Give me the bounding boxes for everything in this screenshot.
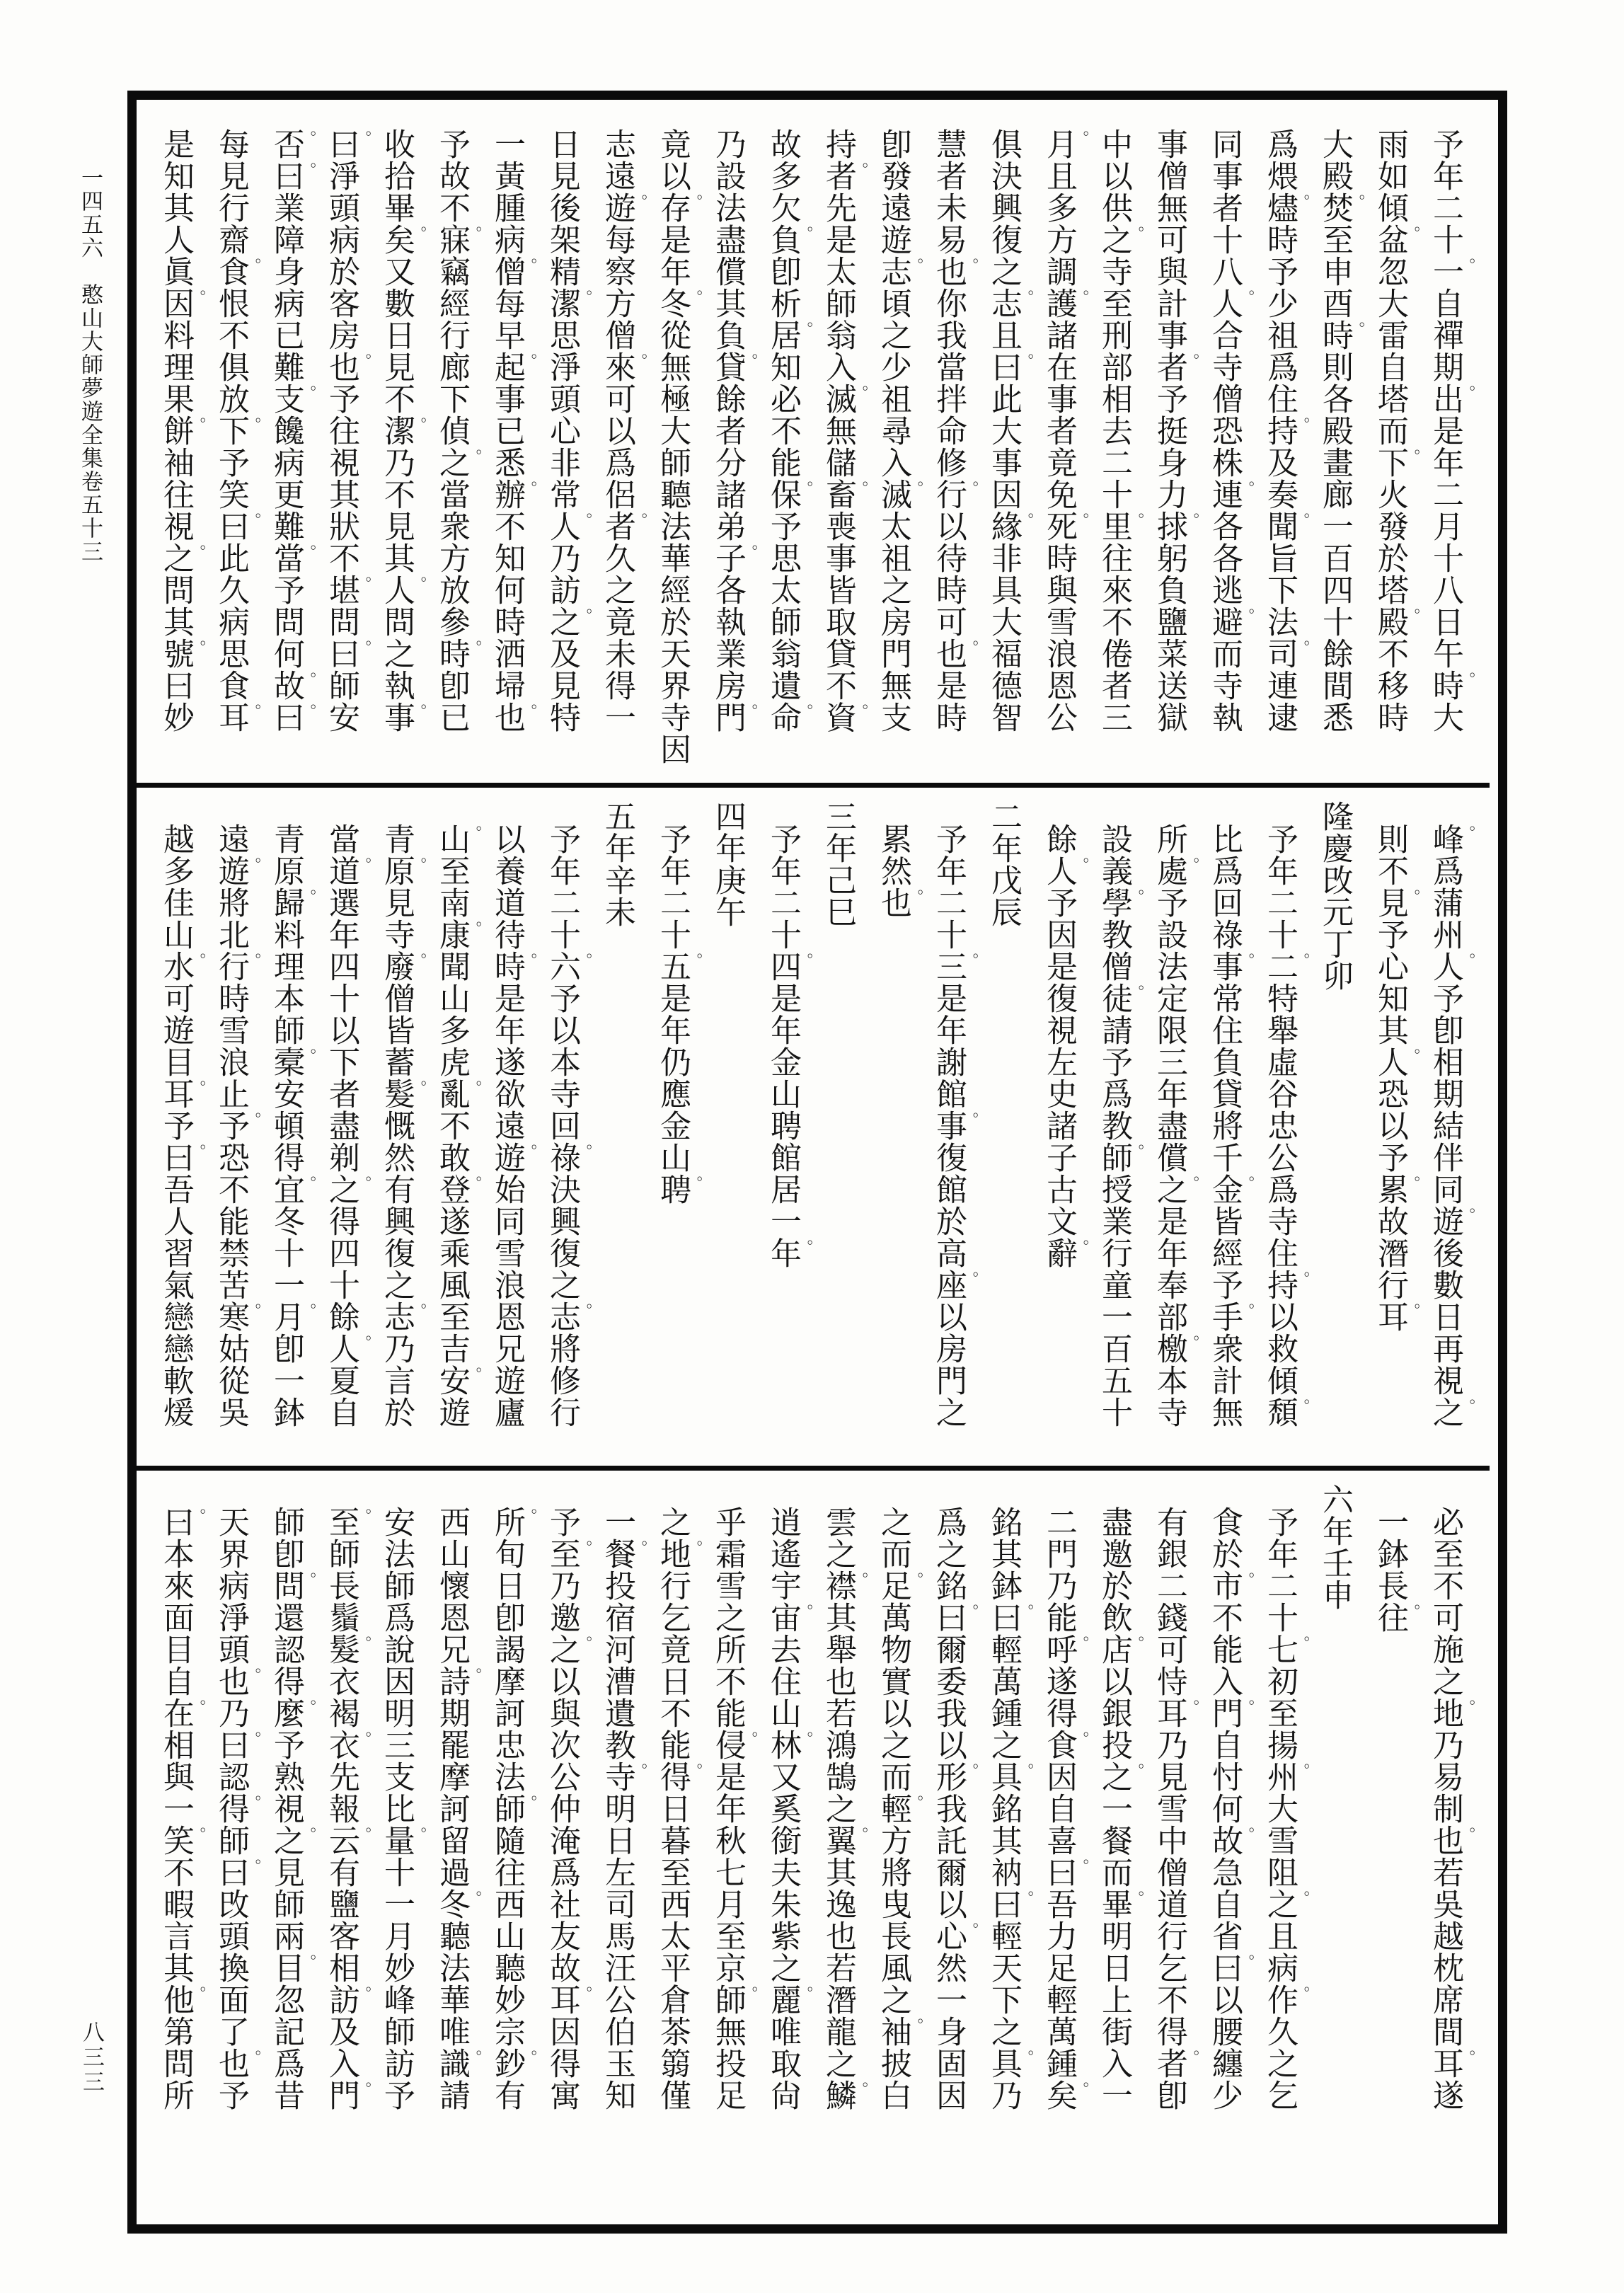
- text-column: 予年二十七 。 初至揚州 。 大雪阻之 。 且病作 。 久之乞: [1262, 1506, 1311, 2111]
- text-column: 乎霜雪之所不能侵 。 是年秋七月至京師 。 無投足: [710, 1506, 759, 2111]
- text-column: 必至不可施之地 。 乃易制也 。 若吳越枕席間耳 。 遂: [1428, 1506, 1476, 2111]
- text-column: 逍遙宇宙 。 去住山林 。 又奚銜夫朱紫之麗 。 唯取尙: [766, 1506, 814, 2111]
- text-column: 曰 。 本來面目自在 。 相與一笑 。 不暇言其他 。 第問所: [159, 1506, 207, 2111]
- text-column: 大殿焚 。 至申酉時 。 則各殿畫廊一百四十餘間悉: [1318, 128, 1366, 733]
- text-column: 竟以存 。 是年冬 。 從無極大師聽法華經於天界寺因: [655, 128, 703, 765]
- text-column: 雲之襟 。 其舉也若鴻鵠之翼 。 其逸也若潛龍之鱗 。: [821, 1506, 869, 2111]
- text-column: 西山懷恩兄詩 。 期罷摩訶留過冬 。 聽法華唯識 。 請: [434, 1506, 483, 2111]
- text-column: 累然也 。: [876, 823, 924, 919]
- text-column: 否 。 曰 。 業障身病已難支 。 饞病更難當 。 予問何故 。 曰 。: [269, 128, 317, 733]
- text-column: 收拾畢矣 。 又數日見不潔 。 乃不見其人 。 問之執事 。: [379, 128, 427, 733]
- year-heading-column: 五年辛未: [600, 800, 635, 928]
- text-column: 至 。 師長鬚髮 。 衣褐衣 。 先報云 。 有鹽客相訪 。 及入門 。: [324, 1506, 372, 2111]
- year-heading-column: 隆慶攺元丁卯: [1318, 800, 1352, 992]
- content-frame: [127, 91, 1507, 2234]
- text-column: 予年二十一 。 自禪期出 。 是年二月十八日午時 。 大: [1428, 128, 1476, 733]
- text-column: 卽發遠遊志 。 頃之少祖尋入滅 。 太祖之房門無支: [876, 128, 924, 733]
- text-column: 所 。 旬日卽謁摩訶忠法師 。 隨往西山聽妙宗鈔 。 有: [490, 1506, 538, 2111]
- text-column: 則不見 。 予心知其人 。 恐以予累 。 故潛行耳 。: [1373, 823, 1421, 1333]
- text-column: 師卽問 。 還認得麼 。 予熟視之 。 見師兩目 。 忽記爲昔: [269, 1506, 317, 2111]
- text-section-bottom: [137, 1466, 1490, 2224]
- text-column: 以養道待時 。 是年遂欲遠遊 。 始同雪浪恩兄遊廬: [490, 823, 538, 1428]
- text-column: 一黃腫病僧 。 每早起 。 事已悉辦 。 不知何時洒埽也 。: [490, 128, 538, 733]
- text-column: 曰 。 淨頭病於客房也 。 予往視其狀不堪 。 問曰 。 師安: [324, 128, 372, 733]
- text-column: 越多佳山水 。 可遊目耳 。 予曰 。 吾人習氣戀戀軟煖: [159, 823, 207, 1428]
- text-column: 安法師爲說因明三支比量 。 十一月妙峰師訪予: [379, 1506, 427, 2111]
- text-column: 一鉢長往 。: [1373, 1506, 1421, 1633]
- text-column: 事僧無可與計事者 。 予挺身力捄 。 躬負鹽菜送獄: [1152, 128, 1200, 733]
- year-heading-column: 六年壬申: [1318, 1483, 1352, 1611]
- text-column: 銘其鉢曰 。 輕萬鍾之具 。 銘其衲曰 。 輕天下之具 。 乃: [986, 1506, 1035, 2111]
- year-heading-column: 二年戊辰: [986, 800, 1021, 928]
- text-column: 雨如傾盆 。 忽大雷自塔而下 。 火發於塔殿 。 不移時: [1373, 128, 1421, 733]
- text-column: 餘人 。 予因是復視左史諸子古文辭 。: [1042, 823, 1090, 1269]
- text-column: 峰 。 爲蒲州人 。 予卽相期結伴同遊 。 後數日再視之 。: [1428, 823, 1476, 1428]
- text-column: 一餐 。 投宿河漕遺教寺 。 明日左司馬汪公伯玉知: [600, 1506, 648, 2111]
- text-column: 予年二十四 。 是年金山聘館居一年 。: [766, 823, 814, 1269]
- text-column: 予年二十三 。 是年謝館事 。 復館於高座 。 以房門之: [931, 823, 979, 1428]
- text-column: 天界病淨頭也 。 乃曰 。 認得 。 師曰 。 攺頭換面了也 。 予: [214, 1506, 262, 2111]
- text-column: 予年二十二 。 特舉虛谷忠公爲寺住持 。 以救傾頹 。: [1262, 823, 1311, 1428]
- text-column: 志遠遊 。 每察方僧來 。 可以爲侶者 。 久之竟未得一: [600, 128, 648, 733]
- volume-margin-label: 一四五六 憨山大師夢遊全集卷五十三: [78, 166, 103, 563]
- text-column: 比爲回祿事 。 常住負貸將千金 。 皆經予手 。 衆計無: [1207, 823, 1255, 1428]
- text-column: 故多欠負 。 卽析居 。 知必不能保 。 予思太師翁遺命 。: [766, 128, 814, 733]
- text-column: 青原歸 。 料理本師槖 。 安頓得宜 。 冬十一月 。 卽一鉢: [269, 823, 317, 1428]
- text-column: 持者 。 先是太師翁入滅 。 無儲畜 。 喪事皆取貸不資 。: [821, 128, 869, 733]
- text-column: 山 。 至南康 。 聞山多虎亂 。 不敢登 。 遂乘風至吉安 。 遊: [434, 823, 483, 1428]
- text-column: 食於市 。 不能入門 。 自忖何故 。 急自省曰 。 以腰纏少: [1207, 1506, 1255, 2111]
- text-column: 所處 。 予設法定限三年盡償之 。 是年奉部檄 。 本寺: [1152, 823, 1200, 1428]
- text-column: 之地 。 行乞竟日不能得 。 日暮至西太平倉茶篛僅: [655, 1506, 703, 2111]
- text-column: 爲之銘曰 。 爾委我以形 。 我託爾以心 。 然一身固因: [931, 1506, 979, 2111]
- text-column: 予年二十六 。 予以本寺回祿 。 決興復之志 。 將修行: [545, 823, 593, 1428]
- text-column: 月 。 且多方調護 。 諸在事者竟免死 。 時與雪浪恩公: [1042, 128, 1090, 733]
- text-column: 二門乃能呼 。 遂得食 。 因自喜曰 。 吾力足輕萬鍾矣 。: [1042, 1506, 1090, 2111]
- text-column: 予至 。 乃邀之 。 以與次公仲淹爲社友故耳 。 因得寓: [545, 1506, 593, 2111]
- text-column: 慧者未易也 。 你我當拌命修行 。 以待時可也 。 是時: [931, 128, 979, 733]
- text-column: 青原 。 見寺廢 。 僧皆蓄髮 。 慨然有興復之志 。 乃言於: [379, 823, 427, 1428]
- text-column: 俱決興復之志 。 且曰 。 此大事因緣 。 非具大福德智: [986, 128, 1035, 733]
- text-column: 遠遊 。 將北行 。 時雪浪止予 。 恐不能禁苦寒 。 姑從吳: [214, 823, 262, 1428]
- page-number-label: 八三三: [79, 2021, 104, 2095]
- text-column: 日見後架精潔 。 思淨頭心非常人 。 乃訪之 。 及見特: [545, 128, 593, 733]
- text-column: 是知其人眞因 。 料理果餅 。 袖往視之 。 問其號 。 曰妙: [159, 128, 207, 733]
- text-column: 之而足 。 萬物實以之而輕 。 方將曳長風之袖 。 披白: [876, 1506, 924, 2111]
- text-column: 有銀二錢可恃耳 。 乃見雪中僧道行乞不得者 。 卽: [1152, 1506, 1200, 2111]
- text-column: 盡邀於飲店 。 以銀投之 。 一餐而畢 。 明日上街入一: [1097, 1506, 1145, 2111]
- text-column: 設義學 。 教僧徒 。 請予爲教師 。 授業行童一百五十: [1097, 823, 1145, 1428]
- text-section-top: [137, 100, 1490, 783]
- text-column: 予年二十五 。 是年仍應金山聘 。: [655, 823, 703, 1205]
- text-column: 爲煨燼 。 時予少祖爲住持 。 及奏聞 。 旨下法司 。 連逮: [1262, 128, 1311, 733]
- text-column: 乃設法盡償其負貸 。 餘者分諸弟子 。 各執業房門 。: [710, 128, 759, 733]
- text-column: 中以供之 。 寺至刑部相去二十里 。 往來不倦者三: [1097, 128, 1145, 733]
- text-section-middle: [137, 783, 1490, 1466]
- text-column: 當道 。 選年四十以下者盡剃之 。 得四十餘人 。 夏自: [324, 823, 372, 1428]
- text-column: 每見行齋食 。 恨不俱放下 。 予笑曰 。 此久病思食耳 。: [214, 128, 262, 733]
- text-column: 予故不寐 。 竊經行廊下偵之 。 當衆方放參時 。 卽已: [434, 128, 483, 733]
- text-column: 同事者十八人 。 合寺僧恐株連 。 各各逃避 。 而寺執: [1207, 128, 1255, 733]
- year-heading-column: 三年己巳: [821, 800, 856, 928]
- year-heading-column: 四年庚午: [710, 800, 745, 928]
